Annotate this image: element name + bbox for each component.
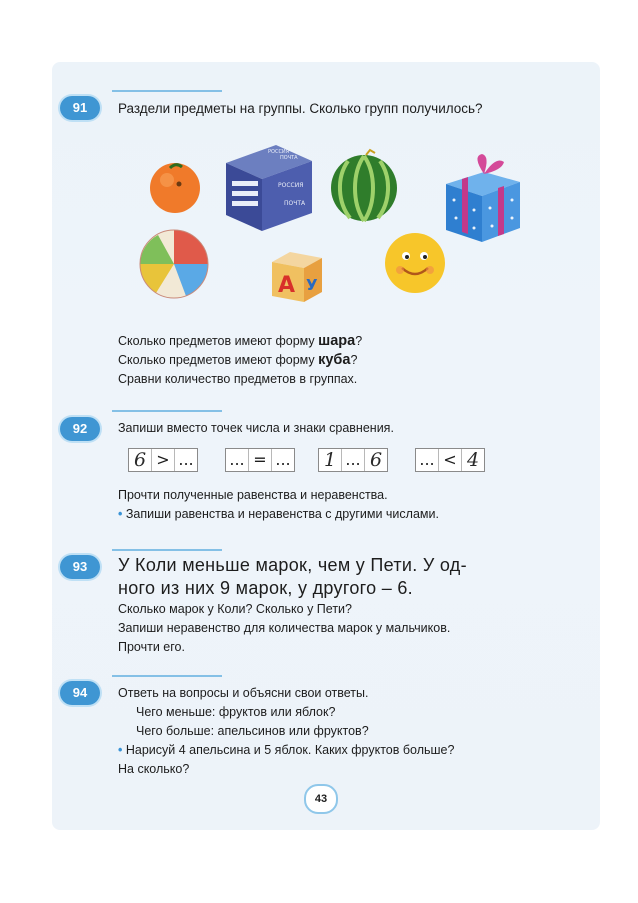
beach-ball-picture [136,226,212,302]
box-label-1: РОССИЯ [268,149,290,155]
letter-cube-picture [268,248,326,306]
smiley-ball-picture [382,230,448,296]
task-93-question: Сколько марок у Коли? Сколько у Пети? [118,602,352,616]
cube-letter-a: А [278,273,296,298]
task-94-q1: Чего меньше: фруктов или яблок? [136,705,336,719]
watermelon-picture [326,148,402,224]
task-93-text-1: У Коли меньше марок, чем у Пети. У од- [118,555,467,575]
box-label-4: ПОЧТА [284,200,306,207]
comparison-box-4[interactable]: ... < 4 [415,448,485,472]
task-93-text-2: ного из них 9 марок, у другого – 6. [118,578,413,598]
task-number-91: 91 [60,96,100,120]
task-93-write: Запиши неравенство для количества марок у мальчиков. [118,621,451,635]
comparison-box-1[interactable]: 6 > ... [128,448,198,472]
keyword-cube: куба [318,352,351,368]
page-number: 43 [304,784,338,814]
box-label-2: ПОЧТА [280,155,298,161]
comparison-box-3[interactable]: 1 ... 6 [318,448,388,472]
task-94-draw: • Нарисуй 4 апельсина и 5 яблок. Каких фруктов больше? [118,743,455,757]
comparison-box-2[interactable]: ... = ... [225,448,295,472]
task-94-how-many: На сколько? [118,762,190,776]
orange-picture [146,158,204,216]
task-92-read: Прочти полученные равенства и неравенства. [118,488,388,502]
task-number-92: 92 [60,417,100,441]
task-92-write-other: • Запиши равенства и неравенства с другими числами. [118,507,439,521]
mail-box-picture [218,135,318,235]
task-91-compare: Сравни количество предметов в группах. [118,372,358,386]
task-number-93: 93 [60,555,100,579]
task-92-prompt: Запиши вместо точек числа и знаки сравнения. [118,421,394,435]
task-91-question-ball: Сколько предметов имеют форму шара? [118,333,363,349]
gift-box-picture [440,150,526,246]
task-93-read: Прочти его. [118,640,185,654]
task-91-prompt: Раздели предметы на группы. Сколько групп получилось? [118,101,483,116]
task-94-prompt: Ответь на вопросы и объясни свои ответы. [118,686,369,700]
keyword-ball: шара [318,333,356,349]
task-rule [112,410,222,412]
cube-letter-u: У [306,276,318,294]
task-94-q2: Чего больше: апельсинов или фруктов? [136,724,369,738]
task-rule [112,90,222,92]
task-91-question-cube: Сколько предметов имеют форму куба? [118,352,358,368]
box-label-3: РОССИЯ [278,182,304,189]
task-rule [112,675,222,677]
task-number-94: 94 [60,681,100,705]
task-rule [112,549,222,551]
